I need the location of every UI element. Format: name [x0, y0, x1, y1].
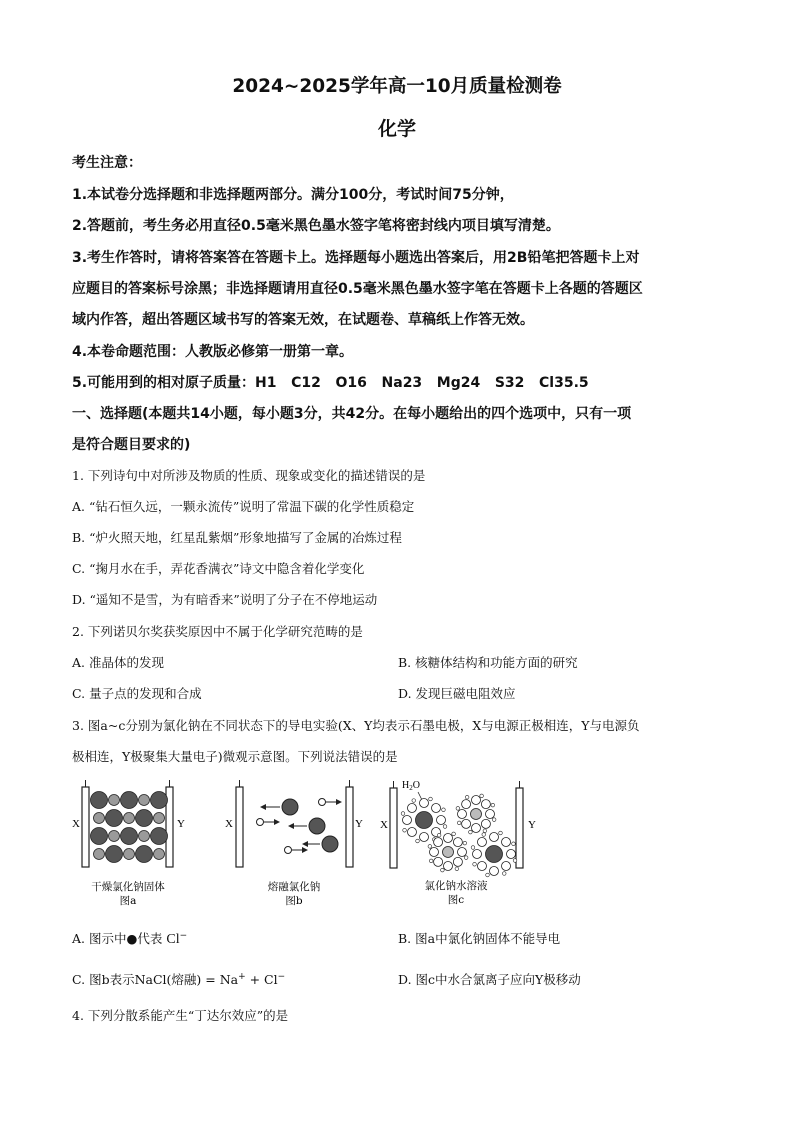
figure-a-y-label: Y — [177, 818, 185, 830]
small-ion — [139, 795, 150, 806]
water-molecule — [458, 848, 467, 857]
water-molecule — [486, 810, 495, 819]
hydrogen-atom — [457, 821, 461, 825]
water-molecule — [477, 837, 486, 846]
large-ion — [151, 828, 168, 845]
hydrogen-atom — [471, 846, 475, 850]
water-molecule — [473, 850, 482, 859]
hydrogen-atom — [437, 833, 441, 837]
water-molecule — [407, 803, 416, 812]
hydrogen-atom — [492, 818, 496, 822]
small-ion — [154, 849, 165, 860]
water-molecule — [477, 862, 486, 871]
notice-line-2: 2.答题前，考生务必用直径0.5毫米黑色墨水签字笔将密封线内项目填写清楚。 — [72, 218, 560, 234]
large-ion — [121, 828, 138, 845]
figure-b-caption: 熔融氯化钠 — [267, 881, 321, 893]
hydrogen-atom — [473, 862, 477, 866]
notice-line-5: 域内作答，超出答题区域书写的答案无效，在试题卷、草稿纸上作答无效。 — [72, 312, 534, 328]
q3-option-d: D. 图c中水合氯离子应向Y极移动 — [398, 972, 581, 987]
figure-a-label: 图a — [119, 895, 137, 907]
hydrogen-atom — [486, 873, 490, 877]
water-molecule — [481, 819, 490, 828]
figure-b-electrode-y — [346, 787, 353, 867]
hydrogen-atom — [441, 868, 445, 872]
hydrogen-atom — [403, 828, 407, 832]
water-molecule — [490, 867, 499, 876]
hydrogen-atom — [480, 794, 484, 798]
notice-line-3: 3.考生作答时，请将答案答在答题卡上。选择题每小题选出答案后，用2B铅笔把答题卡上对 — [72, 250, 640, 266]
water-molecule — [458, 810, 467, 819]
hydrogen-atom — [465, 795, 469, 799]
hydrogen-atom — [502, 872, 506, 876]
large-ion — [136, 846, 153, 863]
water-molecule — [434, 857, 443, 866]
hydrogen-atom — [416, 839, 420, 843]
large-ion — [106, 846, 123, 863]
q1-option-d: D. “遥知不是雪，为有暗香来”说明了分子在不停地运动 — [72, 592, 378, 607]
small-ion — [109, 831, 120, 842]
figure-a-x-label: X — [72, 818, 80, 830]
exam-title: 2024~2025学年高一10月质量检测卷 — [232, 76, 562, 97]
water-molecule — [490, 833, 499, 842]
q4-stem: 4. 下列分散系能产生“丁达尔效应”的是 — [72, 1008, 289, 1023]
large-ion — [151, 792, 168, 809]
hydrogen-atom — [513, 859, 517, 863]
figure-a-ion-lattice — [91, 792, 168, 863]
figure-c-water-label: $H_2O$ — [402, 780, 420, 792]
hydrogen-atom — [443, 825, 447, 829]
hydrogen-atom — [442, 808, 446, 812]
large-ion — [121, 792, 138, 809]
small-ion — [109, 795, 120, 806]
water-molecule — [502, 837, 511, 846]
figure-c-electrode-y — [516, 788, 523, 868]
hydrated-large-ion — [416, 812, 433, 829]
water-molecule — [472, 796, 481, 805]
figure-c-caption: 氯化钠水溶液 — [424, 880, 488, 892]
water-molecule — [453, 838, 462, 847]
q1-option-a: A. “钻石恒久远，一颗永流传”说明了常温下碳的化学性质稳定 — [72, 499, 415, 514]
hydrogen-atom — [512, 842, 516, 846]
figure-c-y-label: Y — [528, 819, 536, 831]
hydrogen-atom — [412, 799, 416, 803]
figure-b-electrode-x — [236, 787, 243, 867]
hydrated-large-ion — [486, 846, 503, 863]
figure-b-label: 图b — [285, 895, 303, 907]
water-molecule — [403, 816, 412, 825]
section-heading-line-2: 是符合题目要求的) — [72, 437, 191, 453]
figure-c-nacl-solution — [378, 776, 548, 910]
small-ion — [124, 849, 135, 860]
hydrogen-atom — [499, 831, 503, 835]
large-ion — [91, 828, 108, 845]
q2-option-d: D. 发现巨磁电阻效应 — [398, 686, 516, 701]
q3-stem-line-1: 3. 图a~c分别为氯化钠在不同状态下的导电实验(X、Y均表示石墨电极，X与电源正极相连，Y与电源负 — [72, 718, 640, 733]
figure-c-hydrated-ions — [401, 794, 517, 877]
figure-b-x-label: X — [225, 818, 233, 830]
small-ion — [154, 813, 165, 824]
hydrogen-atom — [469, 830, 473, 834]
section-heading-line-1: 一、选择题(本题共14小题，每小题3分，共42分。在每小题给出的四个选项中，只有一项 — [72, 406, 632, 422]
q3-option-b: B. 图a中氯化钠固体不能导电 — [398, 931, 561, 946]
water-molecule — [430, 848, 439, 857]
figure-c-label: 图c — [447, 894, 465, 906]
water-molecule — [462, 819, 471, 828]
water-molecule — [434, 838, 443, 847]
water-molecule — [453, 857, 462, 866]
q1-stem: 1. 下列诗句中对所涉及物质的性质、现象或变化的描述错误的是 — [72, 468, 426, 483]
hydrogen-atom — [429, 797, 433, 801]
hydrogen-atom — [463, 841, 467, 845]
water-molecule — [472, 824, 481, 833]
notice-line-7: 5.可能用到的相对原子质量：H1 C12 O16 Na23 Mg24 S32 Cl35.5 — [72, 375, 589, 391]
hydrogen-atom — [452, 832, 456, 836]
hydrogen-atom — [429, 859, 433, 863]
notice-heading: 考生注意： — [72, 155, 142, 171]
small-ion — [94, 813, 105, 824]
q2-option-a: A. 准晶体的发现 — [72, 655, 164, 670]
figure-c-electrode-x — [390, 788, 397, 868]
water-molecule — [444, 834, 453, 843]
hydrogen-atom — [428, 845, 432, 849]
large-ion — [91, 792, 108, 809]
water-molecule — [507, 850, 516, 859]
small-ion — [94, 849, 105, 860]
hydrogen-atom — [456, 807, 460, 811]
figure-b-nacl-molten — [222, 780, 372, 910]
q3-stem-line-2: 极相连，Y极聚集大量电子)微观示意图。下列说法错误的是 — [72, 749, 398, 764]
q2-stem: 2. 下列诺贝尔奖获奖原因中不属于化学研究范畴的是 — [72, 624, 363, 639]
water-molecule — [444, 862, 453, 871]
water-molecule — [420, 833, 429, 842]
hydrogen-atom — [455, 867, 459, 871]
figure-a-electrode-x — [82, 787, 89, 867]
figure-c-x-label: X — [380, 819, 388, 831]
hydrogen-atom — [491, 803, 495, 807]
notice-line-4: 应题目的答案标号涂黑；非选择题请用直径0.5毫米黑色墨水签字笔在答题卡上各题的答题区 — [72, 281, 643, 297]
hydrogen-atom — [482, 833, 486, 837]
q2-option-c: C. 量子点的发现和合成 — [72, 686, 202, 701]
q2-option-b: B. 核糖体结构和功能方面的研究 — [398, 655, 578, 670]
q1-option-b: B. “炉火照天地，红星乱紫烟”形象地描写了金属的冶炼过程 — [72, 530, 402, 545]
small-ion — [124, 813, 135, 824]
hydrogen-atom — [464, 856, 468, 860]
water-molecule — [420, 799, 429, 808]
large-ion — [136, 810, 153, 827]
q3-option-a: A. 图示中●代表 Cl− — [72, 930, 188, 947]
figure-a-nacl-solid — [70, 780, 210, 910]
hydrogen-atom — [401, 812, 405, 816]
subject-title: 化学 — [377, 118, 416, 140]
water-molecule — [462, 800, 471, 809]
water-molecule — [437, 816, 446, 825]
water-molecule — [481, 800, 490, 809]
notice-line-1: 1.本试卷分选择题和非选择题两部分。满分100分，考试时间75分钟， — [72, 187, 514, 203]
water-molecule — [502, 862, 511, 871]
water-molecule — [432, 803, 441, 812]
figure-b-y-label: Y — [355, 818, 363, 830]
notice-line-6: 4.本卷命题范围：人教版必修第一册第一章。 — [72, 344, 354, 360]
q3-option-c: C. 图b表示NaCl(熔融) = Na+ + Cl− — [72, 971, 286, 987]
q1-option-c: C. “掬月水在手，弄花香满衣”诗文中隐含着化学变化 — [72, 561, 365, 576]
hydrated-small-ion — [443, 847, 454, 858]
large-ion — [106, 810, 123, 827]
hydrogen-atom — [483, 829, 487, 833]
hydrated-small-ion — [471, 809, 482, 820]
figure-a-caption: 干燥氯化钠固体 — [91, 881, 165, 893]
small-ion — [139, 831, 150, 842]
water-molecule — [407, 828, 416, 837]
